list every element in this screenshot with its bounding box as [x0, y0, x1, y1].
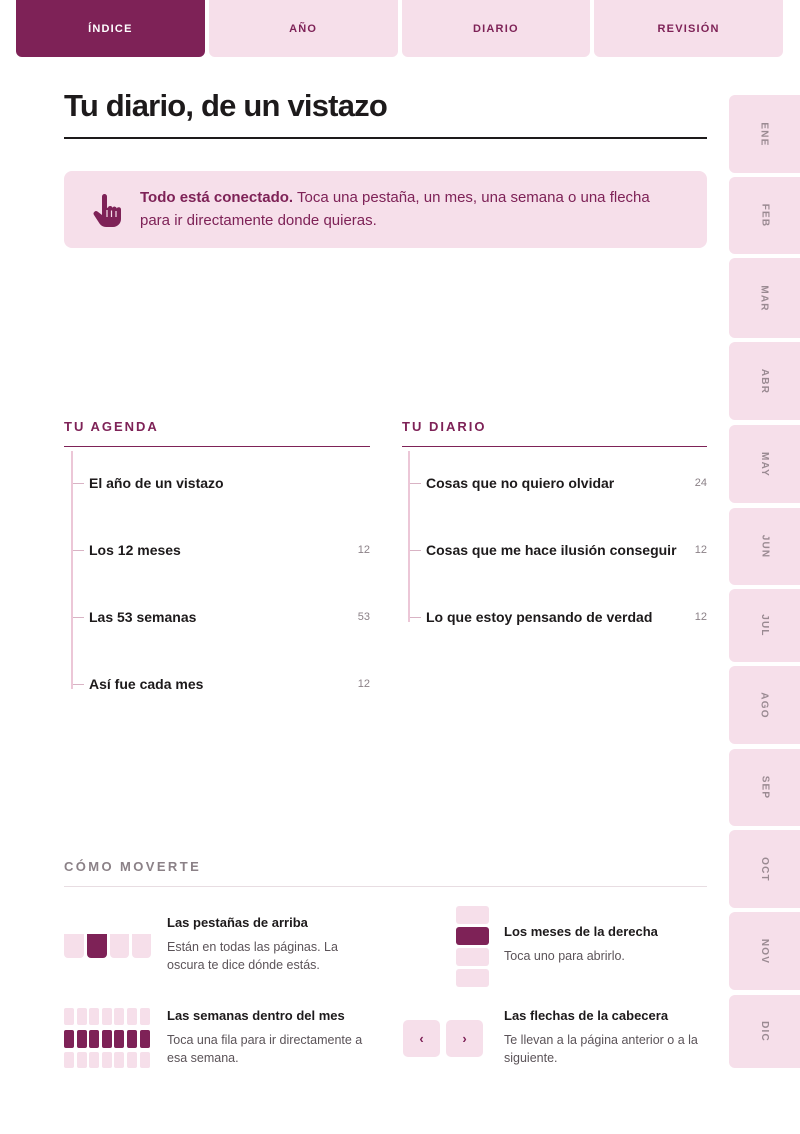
- mini-week-day: [64, 1008, 74, 1025]
- tree-tick: [410, 483, 421, 484]
- diary-item-ilusion[interactable]: [410, 539, 707, 561]
- month-tab-ene[interactable]: [729, 95, 800, 173]
- mini-week-day: [140, 1008, 150, 1025]
- mini-week-day: [114, 1052, 124, 1068]
- diary-heading: TU DIARIO: [402, 419, 487, 434]
- mini-month: [456, 906, 489, 924]
- tree-tick: [73, 550, 84, 551]
- mini-week-day-active: [127, 1030, 137, 1048]
- tip-title-arrows: Las flechas de la cabecera: [504, 1008, 669, 1023]
- mini-week-day: [140, 1052, 150, 1068]
- entry-count: 12: [357, 544, 370, 556]
- entry-label: Las 53 semanas: [89, 609, 197, 625]
- month-label: AGO: [758, 691, 770, 719]
- tip-title-tabs: Las pestañas de arriba: [167, 915, 308, 930]
- mini-tab: [64, 934, 84, 958]
- mini-tab: [110, 934, 129, 958]
- entry-count: 24: [694, 477, 707, 489]
- tip-desc-arrows: Te llevan a la página anterior o a la siguiente.: [504, 1033, 698, 1065]
- how-to-move-heading: CÓMO MOVERTE: [64, 859, 202, 874]
- month-label: MAR: [759, 284, 770, 312]
- mini-week-day: [127, 1052, 137, 1068]
- month-label: SEP: [759, 775, 770, 800]
- entry-label: Cosas que no quiero olvidar: [426, 475, 615, 491]
- entry-label: Los 12 meses: [89, 542, 181, 558]
- info-body: Toca una pestaña, un mes, una semana o una flecha para ir directamente donde quieras.: [140, 189, 650, 229]
- month-tab-oct[interactable]: [729, 830, 800, 908]
- tip-title-months: Los meses de la derecha: [504, 924, 658, 939]
- entry-label: Así fue cada mes: [89, 676, 204, 692]
- month-tab-dic[interactable]: [729, 995, 800, 1068]
- title-divider: [64, 137, 707, 139]
- tab-ano[interactable]: AÑO: [209, 0, 398, 57]
- mini-week-day: [102, 1008, 112, 1025]
- agenda-item-resumen[interactable]: [73, 673, 370, 695]
- mini-week-day: [89, 1052, 99, 1068]
- mini-week-day-active: [140, 1030, 150, 1048]
- entry-label: Cosas que me hace ilusión conseguir: [426, 542, 677, 558]
- entry-count: 12: [694, 544, 707, 556]
- diary-divider: [402, 446, 707, 447]
- page-title: Tu diario, de un vistazo: [64, 88, 387, 123]
- mini-week-day: [89, 1008, 99, 1025]
- mini-week-day: [102, 1052, 112, 1068]
- tree-tick: [410, 617, 421, 618]
- mini-month-active: [456, 927, 489, 945]
- agenda-heading: TU AGENDA: [64, 419, 159, 434]
- month-tab-mar[interactable]: [729, 258, 800, 338]
- month-tab-jul[interactable]: [729, 589, 800, 662]
- how-to-move-divider: [64, 886, 707, 887]
- month-tab-abr[interactable]: [729, 342, 800, 420]
- month-tab-feb[interactable]: [729, 177, 800, 254]
- tab-diario[interactable]: DIARIO: [402, 0, 591, 57]
- month-label: ABR: [758, 368, 770, 394]
- mini-week-day-active: [102, 1030, 112, 1048]
- mini-month: [456, 969, 489, 987]
- month-tab-ago[interactable]: [729, 666, 800, 744]
- tip-desc-tabs: Están en todas las páginas. La oscura te dice dónde estás.: [167, 940, 338, 972]
- entry-count: 53: [357, 611, 370, 623]
- mini-week-day: [77, 1008, 87, 1025]
- month-tab-sep[interactable]: [729, 749, 800, 826]
- agenda-item-semanas[interactable]: [73, 606, 370, 628]
- tree-tick: [73, 617, 84, 618]
- mini-week-day-active: [77, 1030, 87, 1048]
- month-label: ENE: [758, 121, 770, 147]
- month-label: MAY: [759, 451, 770, 477]
- tip-title-weeks: Las semanas dentro del mes: [167, 1008, 345, 1023]
- mini-tab-active: [87, 934, 107, 958]
- month-label: NOV: [759, 938, 770, 964]
- prev-arrow-icon: ‹: [403, 1020, 440, 1057]
- month-label: JUL: [759, 614, 770, 637]
- next-arrow-icon: ›: [446, 1020, 483, 1057]
- info-box: [64, 171, 707, 248]
- tab-indice[interactable]: ÍNDICE: [16, 0, 205, 57]
- month-label: JUN: [758, 534, 770, 559]
- mini-week-day: [64, 1052, 74, 1068]
- entry-count: 12: [694, 611, 707, 623]
- month-label: OCT: [759, 856, 770, 882]
- mini-month: [456, 948, 489, 966]
- month-label: DIC: [758, 1021, 770, 1042]
- month-tab-nov[interactable]: [729, 912, 800, 990]
- mini-week-day: [114, 1008, 124, 1025]
- mini-week-day: [127, 1008, 137, 1025]
- mini-week-day-active: [64, 1030, 74, 1048]
- tip-desc-months: Toca uno para abrirlo.: [504, 949, 625, 963]
- agenda-item-meses[interactable]: [73, 539, 370, 561]
- pointing-hand-icon: [92, 193, 122, 227]
- mini-week-day-active: [114, 1030, 124, 1048]
- top-tabs: [16, 0, 783, 57]
- entry-label: Lo que estoy pensando de verdad: [426, 609, 653, 625]
- info-text: [140, 186, 680, 232]
- tree-tick: [73, 483, 84, 484]
- tab-revision[interactable]: REVISIÓN: [594, 0, 783, 57]
- mini-week-day: [77, 1052, 87, 1068]
- agenda-item-ano[interactable]: [73, 472, 370, 494]
- tree-tick: [410, 550, 421, 551]
- month-tab-may[interactable]: [729, 425, 800, 503]
- info-bold: Todo está conectado.: [140, 189, 294, 206]
- tree-tick: [73, 684, 84, 685]
- diary-item-no-olvidar[interactable]: [410, 472, 707, 494]
- entry-count: 12: [357, 678, 370, 690]
- mini-week-day-active: [89, 1030, 99, 1048]
- month-label: FEB: [758, 203, 770, 228]
- tip-desc-weeks: Toca una fila para ir directamente a esa semana.: [167, 1033, 363, 1065]
- entry-label: El año de un vistazo: [89, 475, 224, 491]
- mini-tab: [132, 934, 151, 958]
- agenda-divider: [64, 446, 370, 447]
- month-tab-jun[interactable]: [729, 508, 800, 585]
- diary-item-pensando[interactable]: [410, 606, 707, 628]
